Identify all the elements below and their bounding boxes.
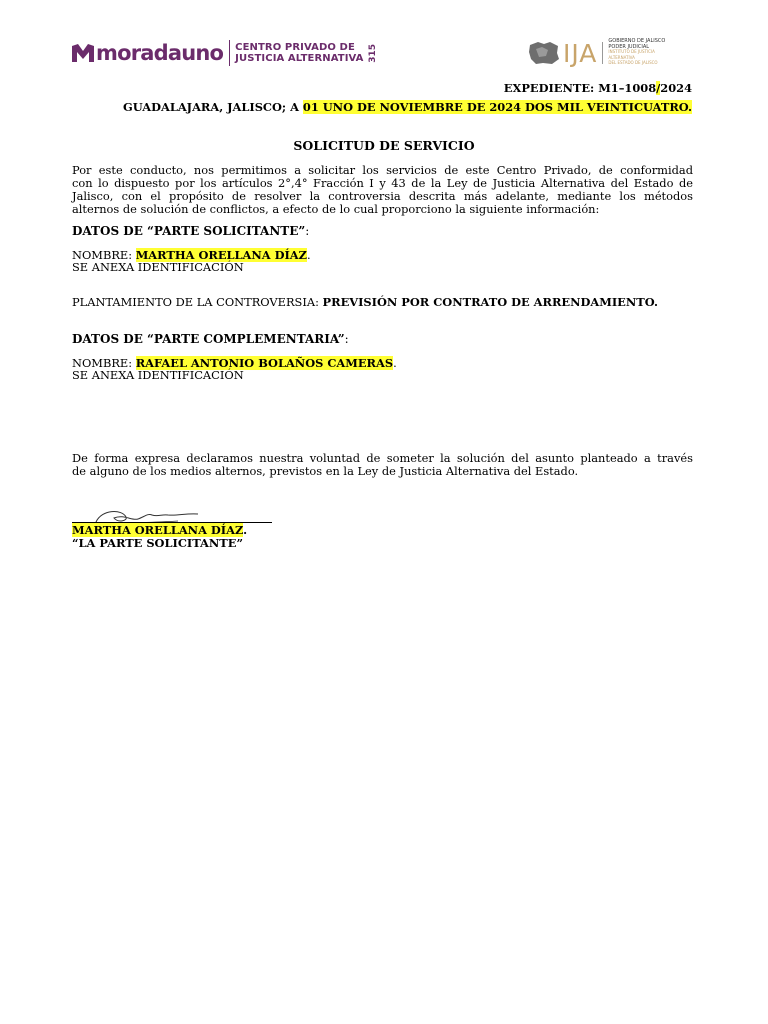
expediente-label: EXPEDIENTE: M1–1008	[503, 81, 657, 95]
gobierno-label: GOBIERNO DE JALISCO	[608, 38, 666, 45]
declaration-paragraph	[72, 452, 693, 478]
centro-line-2: JUSTICIA ALTERNATIVA	[235, 53, 364, 64]
complementaria-name-label: NOMBRE:	[72, 356, 136, 370]
intro-paragraph	[72, 164, 693, 216]
complementaria-heading	[72, 333, 349, 346]
place-label: GUADALAJARA, JALISCO; A	[122, 100, 303, 114]
ija-wordmark: IJA	[563, 38, 598, 68]
centro-line-1: CENTRO PRIVADO DE	[235, 42, 355, 53]
place-date-line	[123, 101, 692, 114]
expediente-slash: /	[656, 81, 661, 95]
estado-label: DEL ESTADO DE JALISCO	[608, 60, 658, 66]
intro-line-1: Por este conducto, nos permitimos a solicitar los servicios de este Centro Privado, de conformidad	[72, 163, 693, 177]
controversia-label: PLANTAMIENTO DE LA CONTROVERSIA:	[72, 295, 323, 309]
centro-privado-label	[235, 42, 363, 64]
controversia-value: PREVISIÓN POR CONTRATO DE ARRENDAMIENTO.	[322, 295, 658, 309]
declaration-line-1: De forma expresa declaramos nuestra voluntad de someter la solución del asunto planteado a través	[72, 451, 693, 465]
date-text: 01 UNO DE NOVIEMBRE DE 2024 DOS MIL VEINTICUATRO.	[302, 100, 692, 114]
solicitante-heading-colon: :	[305, 224, 310, 238]
poder-judicial-text: PODER JUDICIAL	[608, 43, 650, 50]
centro-number: 315	[367, 43, 378, 63]
complementaria-heading-text: DATOS DE “PARTE COMPLEMENTARIA”	[72, 332, 345, 346]
solicitante-annex: SE ANEXA IDENTIFICACIÓN	[72, 260, 244, 274]
controversia-line	[72, 296, 658, 309]
solicitante-heading	[72, 225, 309, 238]
solicitante-heading-text: DATOS DE “PARTE SOLICITANTE”	[72, 224, 306, 238]
ija-logo	[528, 40, 680, 66]
signature-role: “LA PARTE SOLICITANTE”	[72, 536, 244, 550]
document-title: SOLICITUD DE SERVICIO	[293, 138, 475, 153]
moradauno-m-icon	[72, 44, 94, 62]
solicitante-name-label: NOMBRE:	[72, 248, 136, 262]
ija-divider	[602, 42, 603, 64]
expediente-year: 2024	[660, 81, 692, 95]
signature-name-period: .	[243, 523, 248, 537]
expediente-number	[504, 82, 692, 95]
moradauno-wordmark: moradauno	[96, 41, 224, 65]
jalisco-map-icon	[528, 41, 560, 65]
intro-line-2: con lo dispuesto por los artículos 2°,4° Fracción I y 43 de la Ley de Justicia Alternativa del Estado de	[72, 176, 693, 190]
complementaria-heading-colon: :	[344, 332, 349, 346]
complementaria-annex: SE ANEXA IDENTIFICACIÓN	[72, 368, 244, 382]
complementaria-name-period: .	[393, 356, 397, 370]
signature-name: MARTHA ORELLANA DÍAZ	[72, 523, 244, 537]
solicitante-name: MARTHA ORELLANA DÍAZ	[135, 248, 307, 262]
poder-judicial-label	[608, 39, 680, 67]
moradauno-logo	[72, 40, 378, 66]
complementaria-name: RAFAEL ANTONIO BOLAÑOS CAMERAS	[135, 356, 394, 370]
intro-line-4: alternos de solución de conflictos, a efecto de lo cual proporciono la siguiente información:	[72, 202, 600, 216]
logo-divider	[229, 40, 230, 66]
declaration-line-2: de alguno de los medios alternos, previstos en la Ley de Justicia Alternativa del Estado.	[72, 464, 579, 478]
instituto-label: INSTITUTO DE JUSTICIA ALTERNATIVA	[608, 49, 655, 60]
intro-line-3: Jalisco, con el propósito de resolver la controversia descrita más adelante, mediante los métodos	[72, 189, 693, 203]
solicitante-name-period: .	[306, 248, 311, 262]
